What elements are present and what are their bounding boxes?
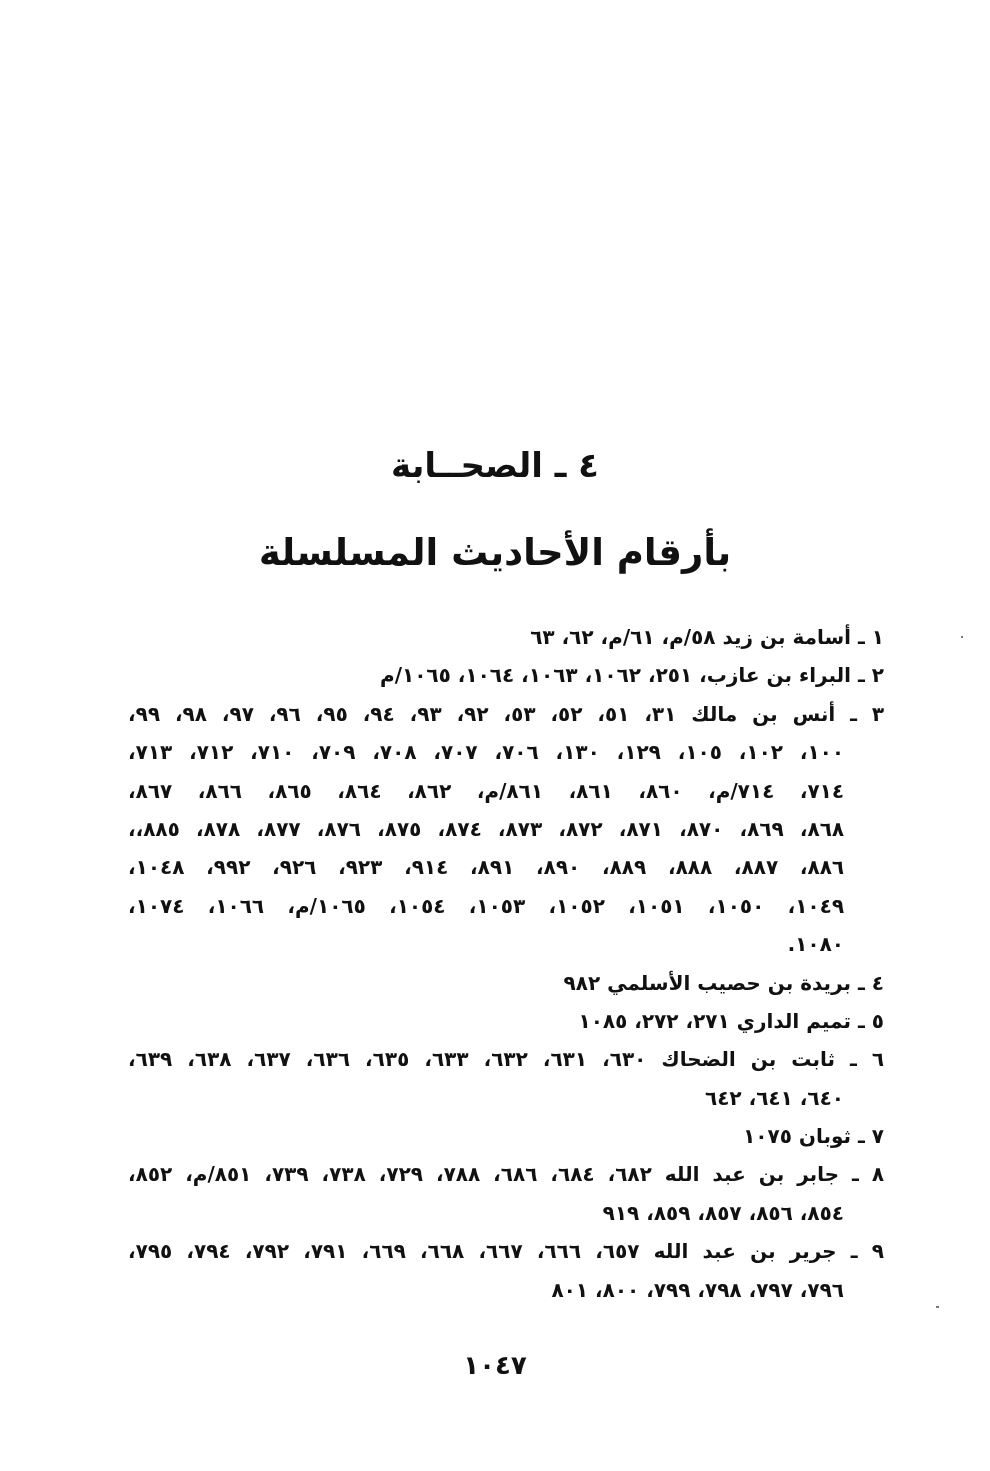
index-entry-line: ٨ ـ جابر بن عبد الله ٦٨٢، ٦٨٤، ٦٨٦، ٧٨٨، ٧٢٩، ٧٣٨، ٧٣٩، ٨٥١/م، ٨٥٢، bbox=[128, 1162, 884, 1187]
index-entry-continuation: ٧١٤، ٧١٤/م، ٨٦٠، ٨٦١، ٨٦١/م، ٨٦٢، ٨٦٤، ٨٦٥، ٨٦٦، ٨٦٧، bbox=[128, 778, 845, 803]
section-subtitle: بأرقام الأحاديث المسلسلة bbox=[258, 531, 732, 574]
index-entry-line: ٣ ـ أنس بن مالك ٣١، ٥١، ٥٢، ٥٣، ٩٢، ٩٣، ٩٤، ٩٥، ٩٦، ٩٧، ٩٨، ٩٩، bbox=[128, 701, 884, 726]
index-entry-line: ٧ ـ ثوبان ١٠٧٥ bbox=[743, 1124, 884, 1149]
index-entry-continuation: ٨٥٤، ٨٥٦، ٨٥٧، ٨٥٩، ٩١٩ bbox=[602, 1200, 844, 1225]
page-number: ١٠٤٧ bbox=[463, 1351, 527, 1381]
index-entry-continuation: ١٠٠، ١٠٢، ١٠٥، ١٢٩، ١٣٠، ٧٠٦، ٧٠٧، ٧٠٨، ٧٠٩، ٧١٠، ٧١٢، ٧١٣، bbox=[128, 740, 845, 765]
companions-index-list bbox=[128, 618, 884, 1309]
index-entry-line: ١ ـ أسامة بن زيد ٥٨/م، ٦١/م، ٦٢، ٦٣ bbox=[530, 625, 884, 649]
index-entry-continuation: ٨٦٨، ٨٦٩، ٨٧٠، ٨٧١، ٨٧٢، ٨٧٣، ٨٧٤، ٨٧٥، ٨٧٦، ٨٧٧، ٨٧٨، ٨٨٥،، bbox=[128, 816, 845, 841]
index-entry-continuation: ١٠٨٠. bbox=[787, 932, 844, 957]
index-entry-continuation: ٦٤٠، ٦٤١، ٦٤٢ bbox=[705, 1085, 844, 1110]
index-entry-continuation: ٨٨٦، ٨٨٧، ٨٨٨، ٨٨٩، ٨٩٠، ٨٩١، ٩١٤، ٩٢٣، ٩٢٦، ٩٩٢، ١٠٤٨، bbox=[128, 855, 845, 880]
index-entry-continuation: ٧٩٦، ٧٩٧، ٧٩٨، ٧٩٩، ٨٠٠، ٨٠١ bbox=[551, 1277, 844, 1302]
index-entry-line: ٥ ـ تميم الداري ٢٧١، ٢٧٢، ١٠٨٥ bbox=[578, 1008, 884, 1033]
index-entry-line: ٢ ـ البراء بن عازب، ٢٥١، ١٠٦٢، ١٠٦٣، ١٠٦٤، ١٠٦٥/م bbox=[380, 663, 884, 688]
scan-speck bbox=[936, 1306, 939, 1308]
index-entry-line: ٦ ـ ثابت بن الضحاك ٦٣٠، ٦٣١، ٦٣٢، ٦٣٣، ٦٣٥، ٦٣٦، ٦٣٧، ٦٣٨، ٦٣٩، bbox=[128, 1047, 884, 1072]
scan-speck bbox=[961, 636, 963, 638]
index-entry-line: ٩ ـ جرير بن عبد الله ٦٥٧، ٦٦٦، ٦٦٧، ٦٦٨، ٦٦٩، ٧٩١، ٧٩٢، ٧٩٤، ٧٩٥، bbox=[128, 1239, 884, 1264]
index-entry-line: ٤ ـ بريدة بن حصيب الأسلمي ٩٨٢ bbox=[563, 970, 884, 995]
chapter-title: ٤ ـ الصحــابة bbox=[391, 446, 599, 486]
index-entry-continuation: ١٠٤٩، ١٠٥٠، ١٠٥١، ١٠٥٢، ١٠٥٣، ١٠٥٤، ١٠٦٥/م، ١٠٦٦، ١٠٧٤، bbox=[128, 893, 845, 918]
